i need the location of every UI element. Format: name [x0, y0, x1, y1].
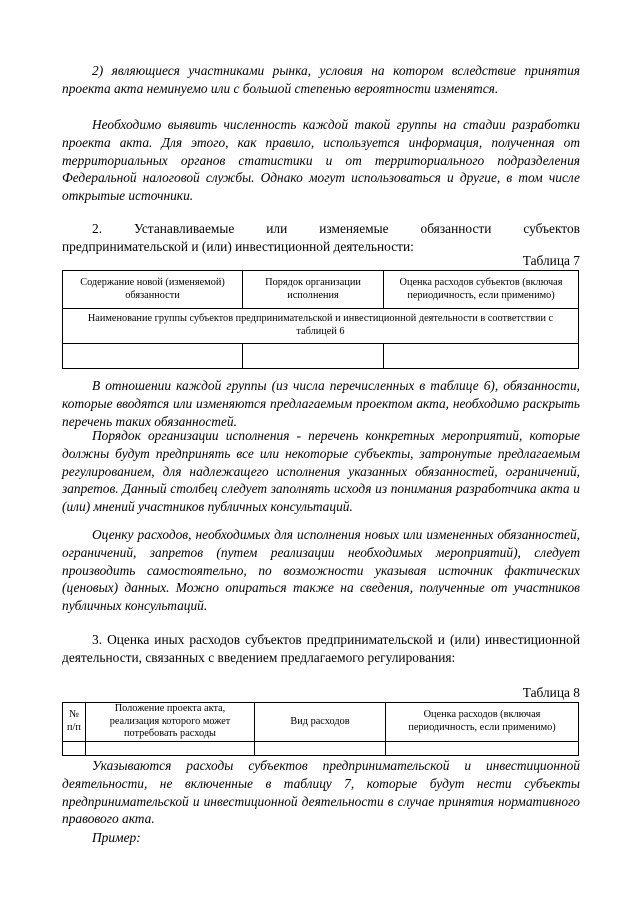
paragraph-example: Пример:: [92, 830, 141, 845]
paragraph-market-participants: 2) являющиеся участниками рынка, условия на котором вследствие принятия проекта акта неминуемо или с большой степенью вероятности изменятся.: [62, 63, 580, 96]
table-8-caption: Таблица 8: [522, 685, 580, 700]
paragraph-other-expenses: Указываются расходы субъектов предпринимательской и инвестиционной деятельности, не включенные в таблицу 7, которые будут нести субъекты предпринимательской и инвестиционной деятельности в случае принятия нормативного правового акта.: [62, 758, 580, 827]
table-7-group-row: [63, 309, 579, 344]
table-7-empty-cell: [243, 344, 384, 369]
table-8-empty-cell: [386, 741, 579, 755]
paragraph-group-size: Необходимо выявить численность каждой такой группы на стадии разработки проекта акта. Для этого, как правило, используется информация, полученная от территориальных органов статистики и от территориального подразделения Федеральной налоговой службы. Однако могут использоваться и другие, в том числе открытые источники.: [62, 117, 580, 204]
table-8-header-cost: Оценка расходов (включая периодичность, если применимо): [386, 703, 579, 742]
table-7-header-row: [63, 271, 579, 309]
table-8-empty-row: [63, 741, 579, 755]
table-7-header-procedure: Порядок организации исполнения: [243, 271, 384, 309]
paragraph-cost-estimate: Оценку расходов, необходимых для исполнения новых или измененных обязанностей, ограничений, запретов (путем реализации необходимых мероприятий), следует производить самостоятельно, по возможности указывая источник фактических (ценовых) данных. Можно опираться также на сведения, полученные от участников публичных консультаций.: [62, 527, 580, 614]
table-7: [62, 270, 579, 369]
section-2-heading: [62, 220, 580, 256]
section-2-heading-line2: предпринимательской и (или) инвестиционной деятельности:: [62, 238, 414, 254]
paragraph-procedure: Порядок организации исполнения - перечень конкретных мероприятий, которые должны будут предпринять все или некоторые субъекты, затронутые предлагаемым регулированием, для надлежащего исполнения указанных обязанностей, ограничений, запретов. Данный столбец следует заполнять исходя из понимания разработчика акта и (или) мнений участников публичных консультаций.: [62, 428, 580, 515]
table-7-header-cost: Оценка расходов субъектов (включая периодичность, если применимо): [384, 271, 579, 309]
table-8-header-number: № п/п: [63, 703, 86, 742]
table-8-empty-cell: [255, 741, 386, 755]
table-8-empty-cell: [86, 741, 255, 755]
table-7-empty-cell: [384, 344, 579, 369]
paragraph-duties-list: В отношении каждой группы (из числа перечисленных в таблице 6), обязанности, которые вводятся или изменяются предлагаемым проектом акта, необходимо раскрыть перечень таких обязанностей.: [62, 378, 580, 429]
table-8-empty-cell: [63, 741, 86, 755]
table-8-header-provision: Положение проекта акта, реализация которого может потребовать расходы: [86, 703, 255, 742]
table-8: [62, 702, 579, 756]
table-7-empty-row: [63, 344, 579, 369]
section-2-heading-line1: 2. Устанавливаемые или изменяемые обязанности субъектов: [92, 221, 580, 236]
table-7-empty-cell: [63, 344, 243, 369]
table-8-header-expense-type: Вид расходов: [255, 703, 386, 742]
table-7-caption: Таблица 7: [522, 253, 580, 268]
section-3-heading: 3. Оценка иных расходов субъектов предпринимательской и (или) инвестиционной деятельности, связанных с введением предлагаемого регулирования:: [62, 632, 580, 665]
table-7-header-duty: Содержание новой (изменяемой) обязанности: [63, 271, 243, 309]
table-8-header-row: [63, 703, 579, 742]
table-7-group-cell: Наименование группы субъектов предпринимательской и инвестиционной деятельности в соответствии с таблицей 6: [63, 309, 579, 344]
